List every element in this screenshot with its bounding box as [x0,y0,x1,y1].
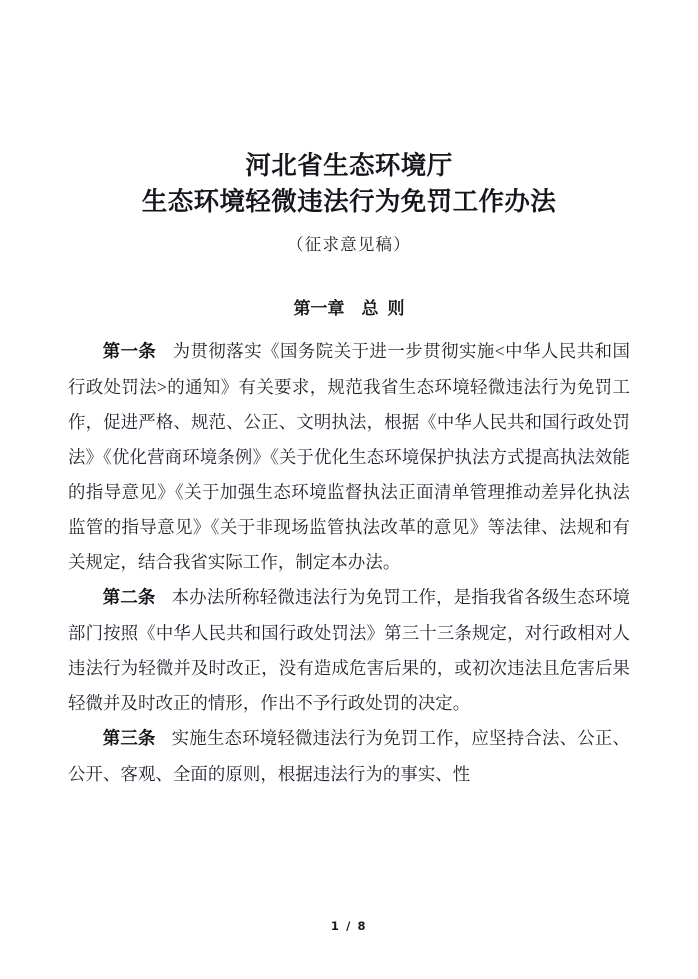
page-number-indicator: 1 / 8 [330,919,368,933]
document-title-line-2: 生态环境轻微违法行为免罚工作办法 [141,187,557,217]
article-number: 第一条 [102,342,157,362]
article-text: 本办法所称轻微违法行为免罚工作，是指我省各级生态环境部门按照《中华人民共和国行政处罚法》第三十三条规定，对行政相对人违法行为轻微并及时改正，没有造成危害后果的，或初次违法且危害后果轻微并及时改正的情形，作出不予行政处罚的决定。 [68,587,630,713]
article-number: 第二条 [102,588,156,608]
page-footer [0,919,698,933]
chapter-name-char-2: 则 [387,299,405,319]
document-body [68,334,630,792]
article-paragraph [68,334,630,580]
article-text: 实施生态环境轻微违法行为免罚工作，应坚持合法、公正、公开、客观、全面的原则，根据违法行为的事实、性 [68,728,630,784]
article-paragraph [68,580,630,721]
chapter-number: 第一章 [293,299,345,319]
chapter-heading [0,296,698,322]
chapter-name-char-1: 总 [361,299,379,319]
document-subtitle: （征求意见稿） [287,235,411,254]
article-number: 第三条 [102,729,156,749]
article-paragraph [68,721,630,792]
document-title-block [0,148,698,257]
document-title-line-1: 河北省生态环境厅 [245,151,453,181]
article-text: 为贯彻落实《国务院关于进一步贯彻实施<中华人民共和国行政处罚法>的通知》有关要求，规范我省生态环境轻微违法行为免罚工作，促进严格、规范、公正、文明执法，根据《中华人民共和国行政处罚法》《优化营商环境条例》《关于优化生态环境保护执法方式提高执法效能的指导意见》《关于加强生态环境监督执法正面清单管理推动差异化执法监管的指导意见》《关于非现场监管执法改革的意见》等法律、法规和有关规定，结合我省实际工作，制定本办法。 [68,341,630,572]
